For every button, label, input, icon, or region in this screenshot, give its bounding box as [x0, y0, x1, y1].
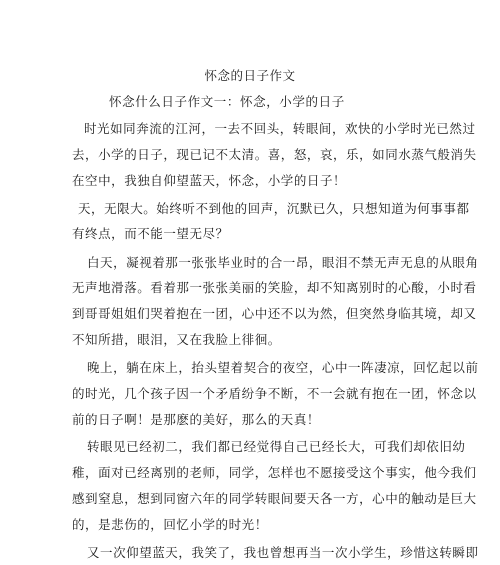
paragraph-line: 天，无限大。始终听不到他的回声，沉默已久，只想知道为何事事都: [78, 201, 470, 216]
paragraph-line: 有终点，而不能一望无尽？: [72, 226, 229, 241]
paragraph-line: 的时光，几个孩子因一个矛盾纷争不断，不一会就有抱在一团，怀念以: [72, 386, 477, 401]
paragraph-line: 又一次仰望蓝天，我笑了，我也曾想再当一次小学生，珍惜这转瞬即: [87, 545, 479, 560]
paragraph-line: 前的日子啊！是那麽的美好，那么的天真！: [72, 412, 320, 427]
paragraph-line: 不知所措，眼泪，又在我脸上徘徊。: [72, 332, 281, 347]
paragraph-line: 到哥哥姐姐们哭着抱在一团，心中还不以为然，但突然身临其境，却又: [72, 306, 477, 321]
paragraph-line: 去，小学的日子，现已记不太清。喜，怒，哀，乐，如同水蒸气般消失: [72, 147, 477, 162]
document-subtitle: 怀念什么日子作文一：怀念，小学的日子: [109, 94, 345, 109]
document-title: 怀念的日子作文: [204, 68, 296, 83]
paragraph-line: 稚，面对已经离别的老师，同学，怎样也不愿接受这个事实，他今我们: [72, 465, 477, 480]
paragraph-line: 晚上，躺在床上，抬头望着契合的夜空，心中一阵凄凉，回忆起以前: [87, 360, 479, 375]
paragraph-line: 在空中，我独自仰望蓝天，怀念，小学的日子！: [72, 173, 347, 188]
paragraph-line: 时光如同奔流的江河，一去不回头，转眼间，欢快的小学时光已然过: [84, 121, 476, 136]
paragraph-line: 无声地滑落。看着那一张张美丽的笑脸，却不知离别时的心酸，小时看: [72, 280, 477, 295]
paragraph-line: 的，是悲伤的，回忆小学的时光！: [72, 517, 268, 532]
paragraph-line: 白天，凝视着那一张张毕业时的合一昂，眼泪不禁无声无息的从眼角: [87, 255, 479, 270]
paragraph-line: 感到窒息，想到同窗六年的同学转眼间要天各一方，心中的触动是巨大: [72, 491, 477, 506]
paragraph-line: 转眼见已经初二，我们都已经觉得自己已经长大，可我们却依旧幼: [87, 439, 466, 454]
